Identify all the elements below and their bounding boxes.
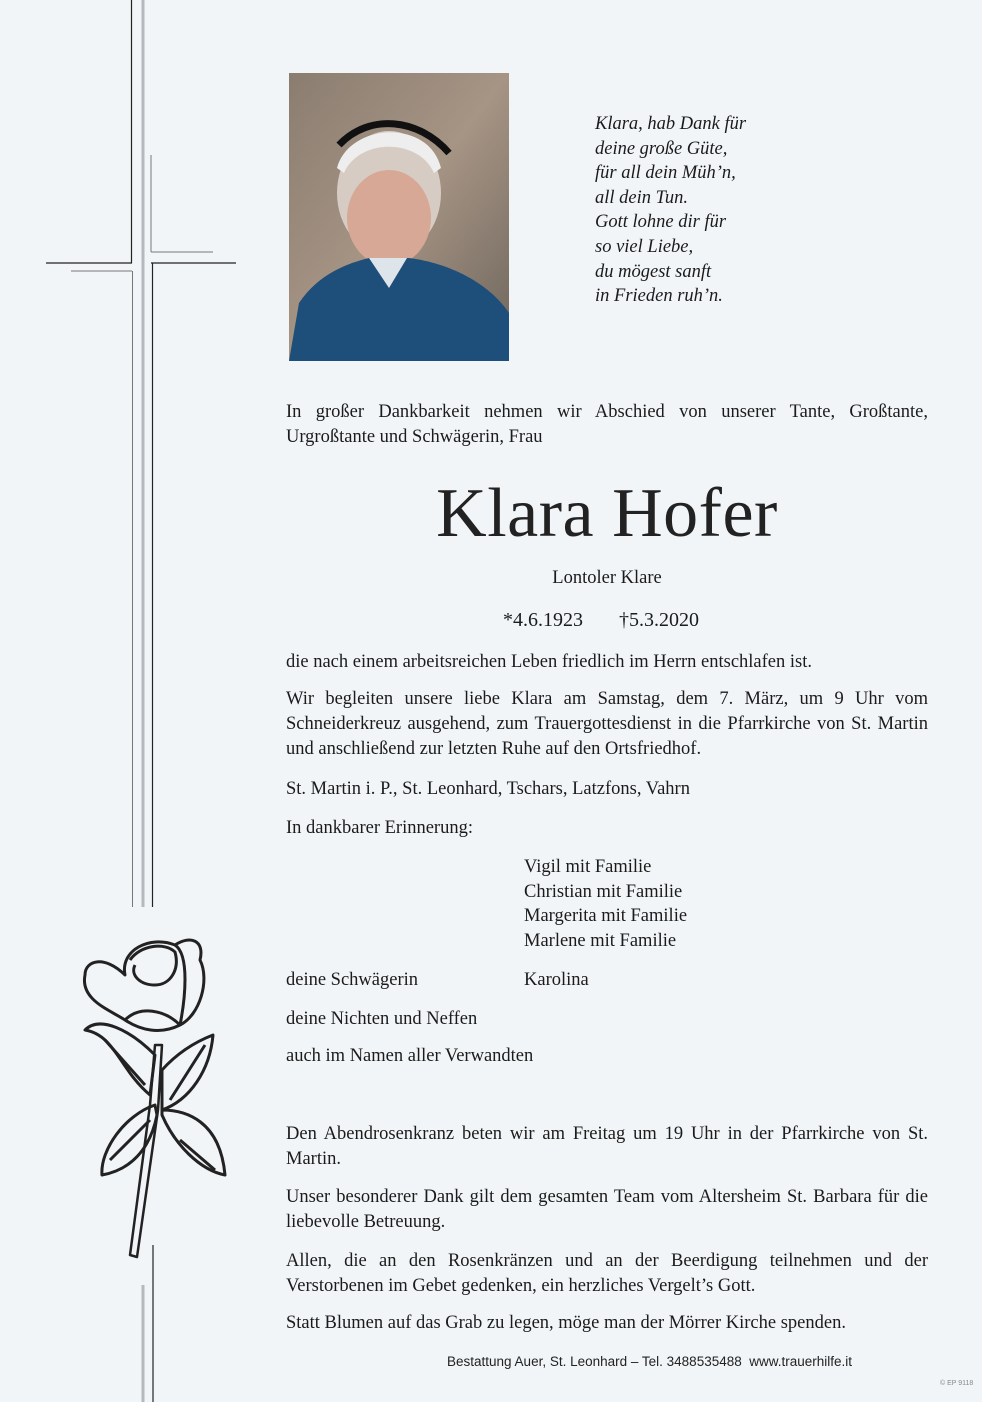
intro-text: In großer Dankbarkeit nehmen wir Abschied von unserer Tante, Großtante, Urgroßtante und Schwägerin, Frau (286, 402, 928, 447)
family-member: Margerita mit Familie (524, 906, 688, 927)
footer-text: Bestattung Auer, St. Leonhard – Tel. 3488535488 www.trauerhilfe.it (447, 1354, 853, 1369)
family-member: Marlene mit Familie (524, 931, 677, 952)
flowers-text: Statt Blumen auf das Grab zu legen, möge man der Mörrer Kirche spenden. (286, 1313, 846, 1333)
poem-line: für all dein Müh’n, (595, 163, 736, 184)
places-text: St. Martin i. P., St. Leonhard, Tschars, Latzfons, Vahrn (286, 779, 690, 799)
sister-in-law-name: Karolina (524, 970, 589, 990)
funeral-text: Wir begleiten unsere liebe Klara am Samstag, dem 7. März, um 9 Uhr vom Schneiderkreuz ausgehend, zum Trauergottesdienst in die Pfarrkirche von St. Martin und anschließend zur letzten Ruhe auf den Ortsfriedhof. (286, 689, 928, 759)
family-member: Vigil mit Familie (524, 857, 652, 877)
footer-funeral-home (447, 1354, 852, 1369)
poem-line: so viel Liebe, (595, 236, 694, 257)
family-member: Christian mit Familie (524, 881, 683, 902)
relatives-text: auch im Namen aller Verwandten (286, 1046, 534, 1066)
copyright: © EP 9118 (940, 1380, 974, 1387)
memory-label: In dankbarer Erinnerung: (286, 818, 473, 838)
sister-in-law-label: deine Schwägerin (286, 970, 419, 990)
poem-line: Gott lohne dir für (595, 212, 727, 233)
rosary-text: Den Abendrosenkranz beten wir am Freitag um 19 Uhr in der Pfarrkirche von St. Martin. (286, 1124, 928, 1169)
poem-line: du mögest sanft (595, 261, 712, 282)
poem-line: Klara, hab Dank für (595, 114, 747, 134)
poem (595, 112, 746, 309)
passing-text: die nach einem arbeitsreichen Leben friedlich im Herrn entschlafen ist. (286, 652, 812, 672)
deceased-name: Klara Hofer (436, 475, 778, 552)
poem-line: all dein Tun. (595, 187, 689, 208)
family-list (524, 855, 687, 954)
death-date: †5.3.2020 (619, 609, 699, 631)
nieces-text: deine Nichten und Neffen (286, 1009, 478, 1029)
nickname: Lontoler Klare (552, 568, 662, 588)
poem-line: deine große Güte, (595, 138, 728, 159)
thanks-text: Unser besonderer Dank gilt dem gesamten Team vom Altersheim St. Barbara für die liebevolle Betreuung. (286, 1187, 928, 1232)
portrait-photo (289, 73, 509, 361)
birth-date: *4.6.1923 (503, 609, 583, 631)
rose-icon (80, 930, 240, 1270)
poem-line: in Frieden ruh’n. (595, 286, 723, 307)
all-text: Allen, die an den Rosenkränzen und an der Beerdigung teilnehmen und der Verstorbenen im Gebet gedenken, ein herzliches Vergelt’s Gott. (286, 1251, 928, 1296)
